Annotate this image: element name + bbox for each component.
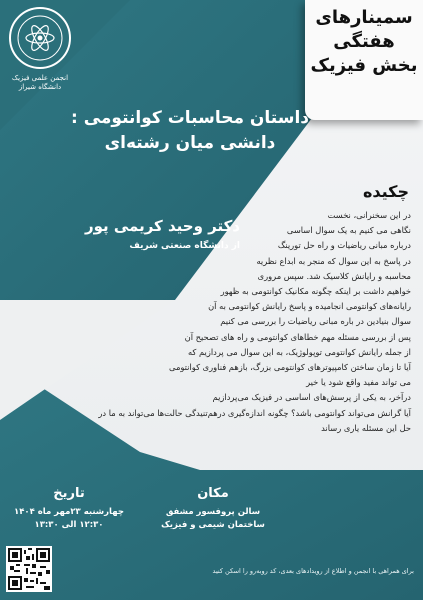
abstract-heading: چکیده [362,182,409,201]
place-line1: سالن پروفسور مشفق [165,507,261,517]
place-label: مکان [197,486,229,501]
date-details [9,506,129,532]
qr-code-icon[interactable] [6,546,52,592]
abstract-line: پس از بررسی مسئله مهم خطاهای کوانتومی و راه های تصحیح آن [184,331,411,342]
org-name-line2: دانشگاه شیراز [18,83,62,91]
abstract-line: نگاهی می کنیم به یک سوال اساسی [286,225,411,236]
speaker-name: دکتر وحید کریمی پور [84,217,240,235]
talk-title-line2: دانشی میان رشته‌ای [104,133,276,153]
footer-note: برای همراهی با انجمن و اطلاع از رویدادهای بعدی، کد روبه‌رو را اسکن کنید [212,567,414,575]
speaker-affiliation: از دانشگاه صنعتی شریف [129,241,240,251]
abstract-line: درباره مبانی ریاضیات و راه حل تورینگ [277,240,411,251]
abstract-line: آیا تا زمان ساختن کامپیوترهای کوانتومی بزرگ، بازهم فناوری کوانتومی [169,362,411,373]
abstract-line: محاسبه و رایانش کلاسیک شد. سپس مروری [257,270,411,281]
series-flag [305,0,423,120]
abstract-line: رایانه‌های کوانتومی انجامیده و پاسخ رایانش کوانتومی به آن [208,301,411,312]
abstract-line: می تواند مفید واقع شود یا خیر [306,377,411,388]
abstract-line: سوال بنیادین در باره مبانی ریاضیات را بررسی می کنیم [220,316,411,327]
abstract-line: در پاسخ به این سوال که منجر به ابداع نظریه [256,255,411,266]
physics-society-atom-icon [8,6,72,70]
place-details [153,506,273,532]
place-line2: ساختمان شیمی و فیزیک [161,520,265,530]
series-title [309,6,419,78]
date-line2: ۱۲:۳۰ الی ۱۳:۳۰ [34,520,104,530]
talk-title-line1: داستان محاسبات کوانتومی : [70,108,310,128]
abstract-line: حل این مسئله یاری رساند [321,422,411,433]
abstract-body [98,208,411,436]
date-line1: چهارشنبه ۲۳مهر ماه ۱۴۰۴ [14,507,124,517]
abstract-line: خواهیم داشت بر اینکه چگونه مکانیک کوانتومی به ظهور [220,286,411,297]
series-line3: بخش فیزیک [310,55,418,76]
abstract-line: از جمله رایانش کوانتومی توپولوژیک، به این سوال می پردازیم که [187,346,411,357]
abstract-line: در این سخنرانی، نخست [327,210,411,220]
abstract-line: آیا گرانش می‌تواند کوانتومی باشد؟ چگونه اندازه‌گیری درهم‌تنیدگی حالت‌ها می‌تواند به ما در [98,407,411,418]
org-name [2,74,78,92]
org-name-line1: انجمن علمی فیزیک [11,74,69,82]
series-line1: سمینارهای [315,7,413,28]
series-line2: هفتگی [333,31,395,52]
talk-title [40,106,340,156]
date-label: تاریخ [53,486,85,501]
abstract-line: درآخر، به یکی از پرسش‌های اساسی در فیزیک می‌پردازیم [212,392,411,403]
